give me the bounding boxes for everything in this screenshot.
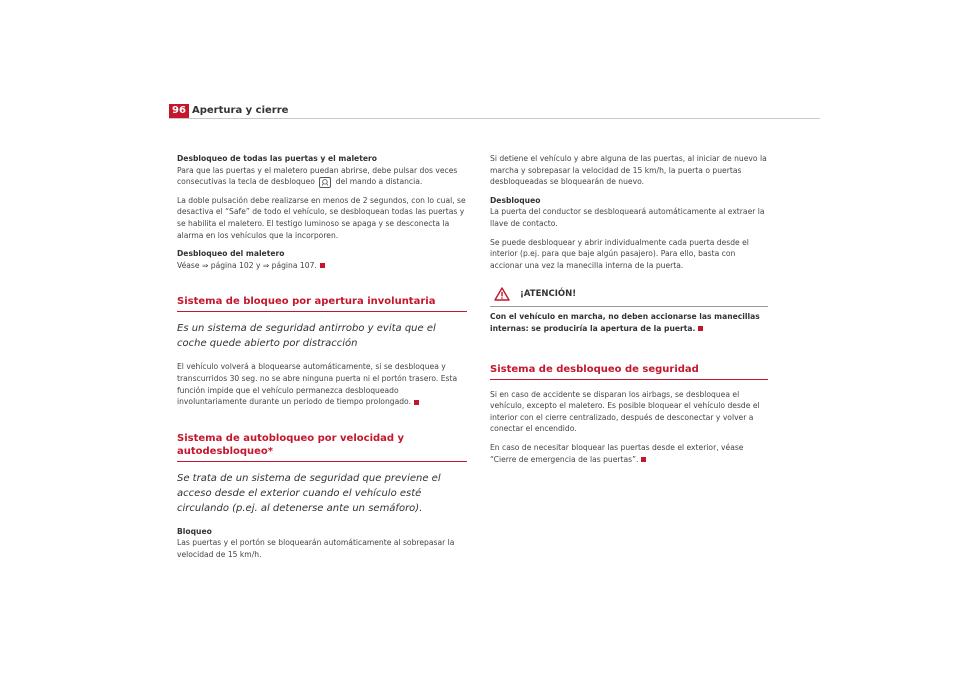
- end-square-icon: [414, 400, 419, 405]
- warning-text: Con el vehículo en marcha, no deben accionarse las manecillas internas: se produciría la apertura de la puerta.: [490, 312, 760, 333]
- text-unlock-all-a: Para que las puertas y el maletero puedan abrirse, debe pulsar dos veces consecutivas la tecla de desbloqueo: [177, 165, 458, 187]
- warning-paragraph: [490, 311, 768, 334]
- paragraph-unlock-trunk: [177, 248, 467, 271]
- subheading-unlock-all: Desbloqueo de todas las puertas y el maletero: [177, 154, 377, 163]
- text-lock: Las puertas y el portón se bloquearán automáticamente al sobrepasar la velocidad de 15 km/h.: [177, 538, 455, 559]
- text-safety-unlock-2: En caso de necesitar bloquear las puertas desde el exterior, véase “Cierre de emergencia de las puertas”.: [490, 442, 744, 464]
- page-number: 96: [169, 104, 189, 118]
- header-divider: [169, 118, 820, 119]
- left-column: [177, 153, 467, 568]
- right-column: [490, 153, 768, 472]
- text-safety-unlock-1: Si en caso de accidente se disparan los airbags, se desbloquea el vehículo, excepto el maletero. Es posible bloquear el vehículo desde el interior con el cierre centralizado, después de desconectar y volver a conectar el encendido.: [490, 389, 760, 434]
- section-title-speed-lock: Sistema de autobloqueo por velocidad y autodesbloqueo*: [177, 432, 467, 462]
- text-relock: Si detiene el vehículo y abre alguna de las puertas, al iniciar de nuevo la marcha y sobrepasar la velocidad de 15 km/h, la puerta o puertas desbloqueadas se bloquearán de nuevo.: [490, 154, 767, 187]
- subheading-unlock: Desbloqueo: [490, 195, 541, 205]
- paragraph-unlock-all: [177, 153, 467, 188]
- text-double-press: La doble pulsación debe realizarse en menos de 2 segundos, con lo cual, se desactiva el “Safe” de todo el vehículo, se desbloquean todas las puertas y se habilita el maletero. El testigo luminoso se apaga y se desconecta la alarma en los vehículos que la incorporen.: [177, 195, 466, 240]
- end-square-icon: [641, 457, 646, 462]
- text-unlock-trunk: Véase ⇒ página 102 y ⇒ página 107.: [177, 260, 317, 270]
- unlock-key-icon: [319, 177, 331, 188]
- warning-title: ¡ATENCIÓN!: [520, 288, 577, 299]
- section-subtitle-involuntary-lock: Es un sistema de seguridad antirrobo y evita que el coche quede abierto por distracción: [177, 323, 436, 350]
- paragraph-involuntary-lock: [177, 361, 467, 407]
- section-title-involuntary-lock: Sistema de bloqueo por apertura involuntaria: [177, 295, 467, 312]
- subheading-unlock-trunk: Desbloqueo del maletero: [177, 249, 285, 259]
- text-individual-unlock: Se puede desbloquear y abrir individualmente cada puerta desde el interior (p.ej. para que baje algún pasajero). Para ello, basta con accionar una vez la manecilla interna de la puerta.: [490, 237, 749, 270]
- paragraph-safety-unlock-2: [490, 442, 768, 465]
- warning-triangle-icon: [494, 287, 510, 301]
- end-square-icon: [320, 263, 325, 268]
- page-header-title: Apertura y cierre: [192, 105, 289, 116]
- warning-box: [490, 287, 768, 334]
- section-title-safety-unlock: Sistema de desbloqueo de seguridad: [490, 363, 768, 380]
- warning-divider: [490, 306, 768, 307]
- text-involuntary-lock: El vehículo volverá a bloquearse automáticamente, si se desbloquea y transcurridos 30 seg. no se abre ninguna puerta ni el portón trasero. Esta función impide que el vehículo permanezca desbloqueado involuntariamente durante un periodo de tiempo prolongado.: [177, 362, 458, 407]
- end-square-icon: [698, 326, 703, 331]
- subheading-lock: Bloqueo: [177, 526, 212, 536]
- paragraph-unlock: [490, 195, 768, 230]
- paragraph-lock: [177, 526, 467, 561]
- section-subtitle-speed-lock: Se trata de un sistema de seguridad que previene el acceso desde el exterior cuando el vehículo esté circulando (p.ej. al detenerse ante un semáforo).: [177, 472, 441, 514]
- text-unlock-all-b: del mando a distancia.: [335, 177, 423, 187]
- text-unlock: La puerta del conductor se desbloqueará automáticamente al extraer la llave de contacto.: [490, 207, 765, 228]
- warning-header: [490, 287, 768, 301]
